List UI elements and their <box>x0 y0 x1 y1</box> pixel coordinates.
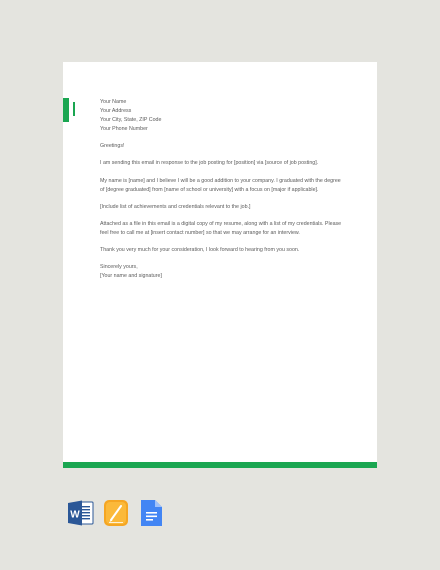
greeting-text: Greetings! <box>100 143 125 150</box>
paragraph-line: Attached as a file in this email is a digital copy of my resume, along with a list of my credentials. Please <box>100 220 342 227</box>
accent-bar <box>63 98 69 122</box>
letter-page <box>63 62 377 468</box>
signature: [Your name and signature] <box>100 273 162 280</box>
closing-block <box>100 263 362 281</box>
word-icon[interactable] <box>68 499 94 527</box>
sender-city-state-zip: Your City, State, ZIP Code <box>100 117 162 124</box>
paragraph-line: feel free to call me at [insert contact number] so that we may arrange for an interview. <box>100 229 300 236</box>
paragraph-3 <box>100 203 362 212</box>
accent-line <box>73 102 75 116</box>
paragraph-4 <box>100 220 362 238</box>
paragraph-1 <box>100 159 362 168</box>
greeting <box>100 142 362 151</box>
sender-block <box>100 98 362 134</box>
paragraph-line: of [degree graduated] from [name of school or university] with a focus on [major if applicable]. <box>100 186 319 193</box>
closing: Sincerely yours, <box>100 264 138 271</box>
paragraph-line: Thank you very much for your consideration, I look forward to hearing from you soon. <box>100 247 300 254</box>
sender-address: Your Address <box>100 108 132 115</box>
sender-phone: Your Phone Number <box>100 126 148 133</box>
paragraph-5 <box>100 246 362 255</box>
paragraph-2 <box>100 177 362 195</box>
footer-accent-bar <box>63 462 377 468</box>
app-icons-row <box>68 499 168 527</box>
sender-name: Your Name <box>100 99 127 105</box>
letter-body <box>100 98 362 281</box>
paragraph-line: My name is [name] and I believe I will be a good addition to your company. I graduated with the degree <box>100 177 341 184</box>
pages-icon[interactable] <box>103 499 129 527</box>
paragraph-line: I am sending this email in response to the job posting for [position] via [source of job posting]. <box>100 160 319 167</box>
paragraph-line: [Include list of achievements and credentials relevant to the job.] <box>100 203 251 210</box>
google-docs-icon[interactable] <box>138 499 164 527</box>
svg-text:W: W <box>70 509 80 521</box>
